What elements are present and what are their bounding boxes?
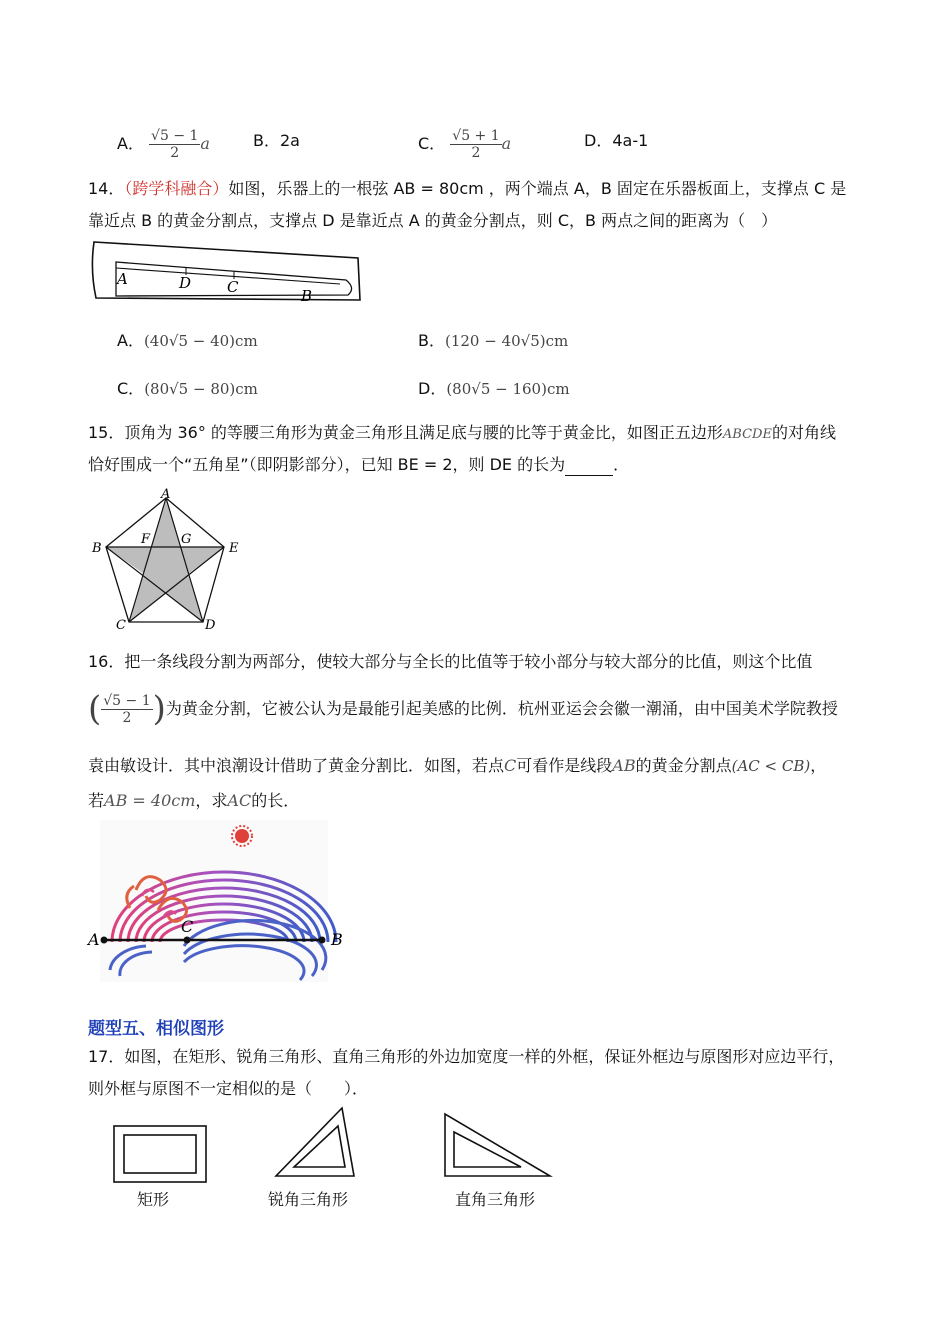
q14-option-d[interactable]: D．(80√5 − 160)cm <box>418 379 570 398</box>
label-f: F <box>141 532 151 547</box>
q14-option-a[interactable]: A．(40√5 − 40)cm <box>117 331 258 350</box>
q13-option-d[interactable]: D．4a-1 <box>584 131 649 150</box>
label-g: G <box>181 532 192 547</box>
q15-line1: 15．顶角为 36° 的等腰三角形为黄金三角形且满足底与腰的比等于黄金比，如图正五边形ABCDE的对角线 <box>88 423 836 442</box>
golden-ratio-fraction: $\frac{√5 - 1}{2}$ <box>103 692 151 726</box>
q16-line3: 袁由敏设计．其中浪潮设计借助了黄金分割比．如图，若点C可看作是线段AB的黄金分割点(AC < CB)， <box>88 756 827 775</box>
label-d: D <box>205 618 216 632</box>
q13-option-a[interactable]: A． $\frac{√5 - 1}{2}$ a <box>117 128 210 161</box>
label-a: A <box>161 487 171 502</box>
pentagram-figure <box>88 486 248 632</box>
label-c: C <box>181 917 194 936</box>
fraction: $\frac{√5 + 1}{2}$ <box>452 128 500 161</box>
string-instrument-figure <box>88 238 368 304</box>
q13-option-b[interactable]: B．2a <box>253 131 300 150</box>
label-c: C <box>116 618 126 632</box>
q16-line4: 若AB = 40cm，求AC的长． <box>88 791 300 810</box>
label-b: B <box>92 541 102 556</box>
label-b: B <box>301 287 313 304</box>
section-heading: 题型五、相似图形 <box>88 1019 224 1039</box>
q16-line1: 16．把一条线段分割为两部分，使较大部分与全长的比值等于较小部分与较大部分的比值，则这个比值 <box>88 652 813 671</box>
fraction: $\frac{√5 - 1}{2}$ <box>151 128 199 161</box>
caption-right-triangle: 直角三角形 <box>455 1190 536 1209</box>
q14-option-c[interactable]: C．(80√5 − 80)cm <box>117 379 258 398</box>
label-b: B <box>331 930 343 949</box>
caption-acute-triangle: 锐角三角形 <box>268 1190 349 1209</box>
label-a: A <box>88 930 100 949</box>
q14-line2: 靠近点 B 的黄金分割点，支撑点 D 是靠近点 A 的黄金分割点，则 C，B 两点之间的距离为（ ） <box>88 211 778 230</box>
asian-games-emblem-figure <box>86 820 348 982</box>
q17-line1: 17．如图，在矩形、锐角三角形、直角三角形的外边加宽度一样的外框，保证外框边与原图形对应边平行， <box>88 1047 845 1066</box>
label-c: C <box>227 278 239 296</box>
answer-blank[interactable] <box>565 459 613 476</box>
q13-option-c[interactable]: C． $\frac{√5 + 1}{2}$ a <box>418 128 512 161</box>
label-d: D <box>179 274 192 292</box>
similar-shapes-figure <box>110 1104 560 1184</box>
caption-rectangle: 矩形 <box>137 1190 170 1209</box>
q17-line2: 则外框与原图不一定相似的是（ ）． <box>88 1079 369 1098</box>
label-a: A <box>117 270 128 288</box>
question-tag: （跨学科融合） <box>124 179 229 198</box>
q16-line2: ( $\frac{√5 - 1}{2}$ ) 为黄金分割，它被公认为是最能引起美感的比例．杭州亚运会会徽一潮涌，由中国美术学院教授 <box>88 689 838 729</box>
label-e: E <box>229 541 239 556</box>
q14-option-b[interactable]: B．(120 − 40√5)cm <box>418 331 569 350</box>
q15-line2: 恰好围成一个“五角星”（即阴影部分），已知 BE = 2，则 DE 的长为 ． <box>88 455 630 474</box>
q14-line1: 14．（跨学科融合）如图，乐器上的一根弦 AB = 80cm ，两个端点 A，B 固定在乐器板面上，支撑点 C 是 <box>88 179 847 198</box>
option-label: A． <box>117 134 144 153</box>
